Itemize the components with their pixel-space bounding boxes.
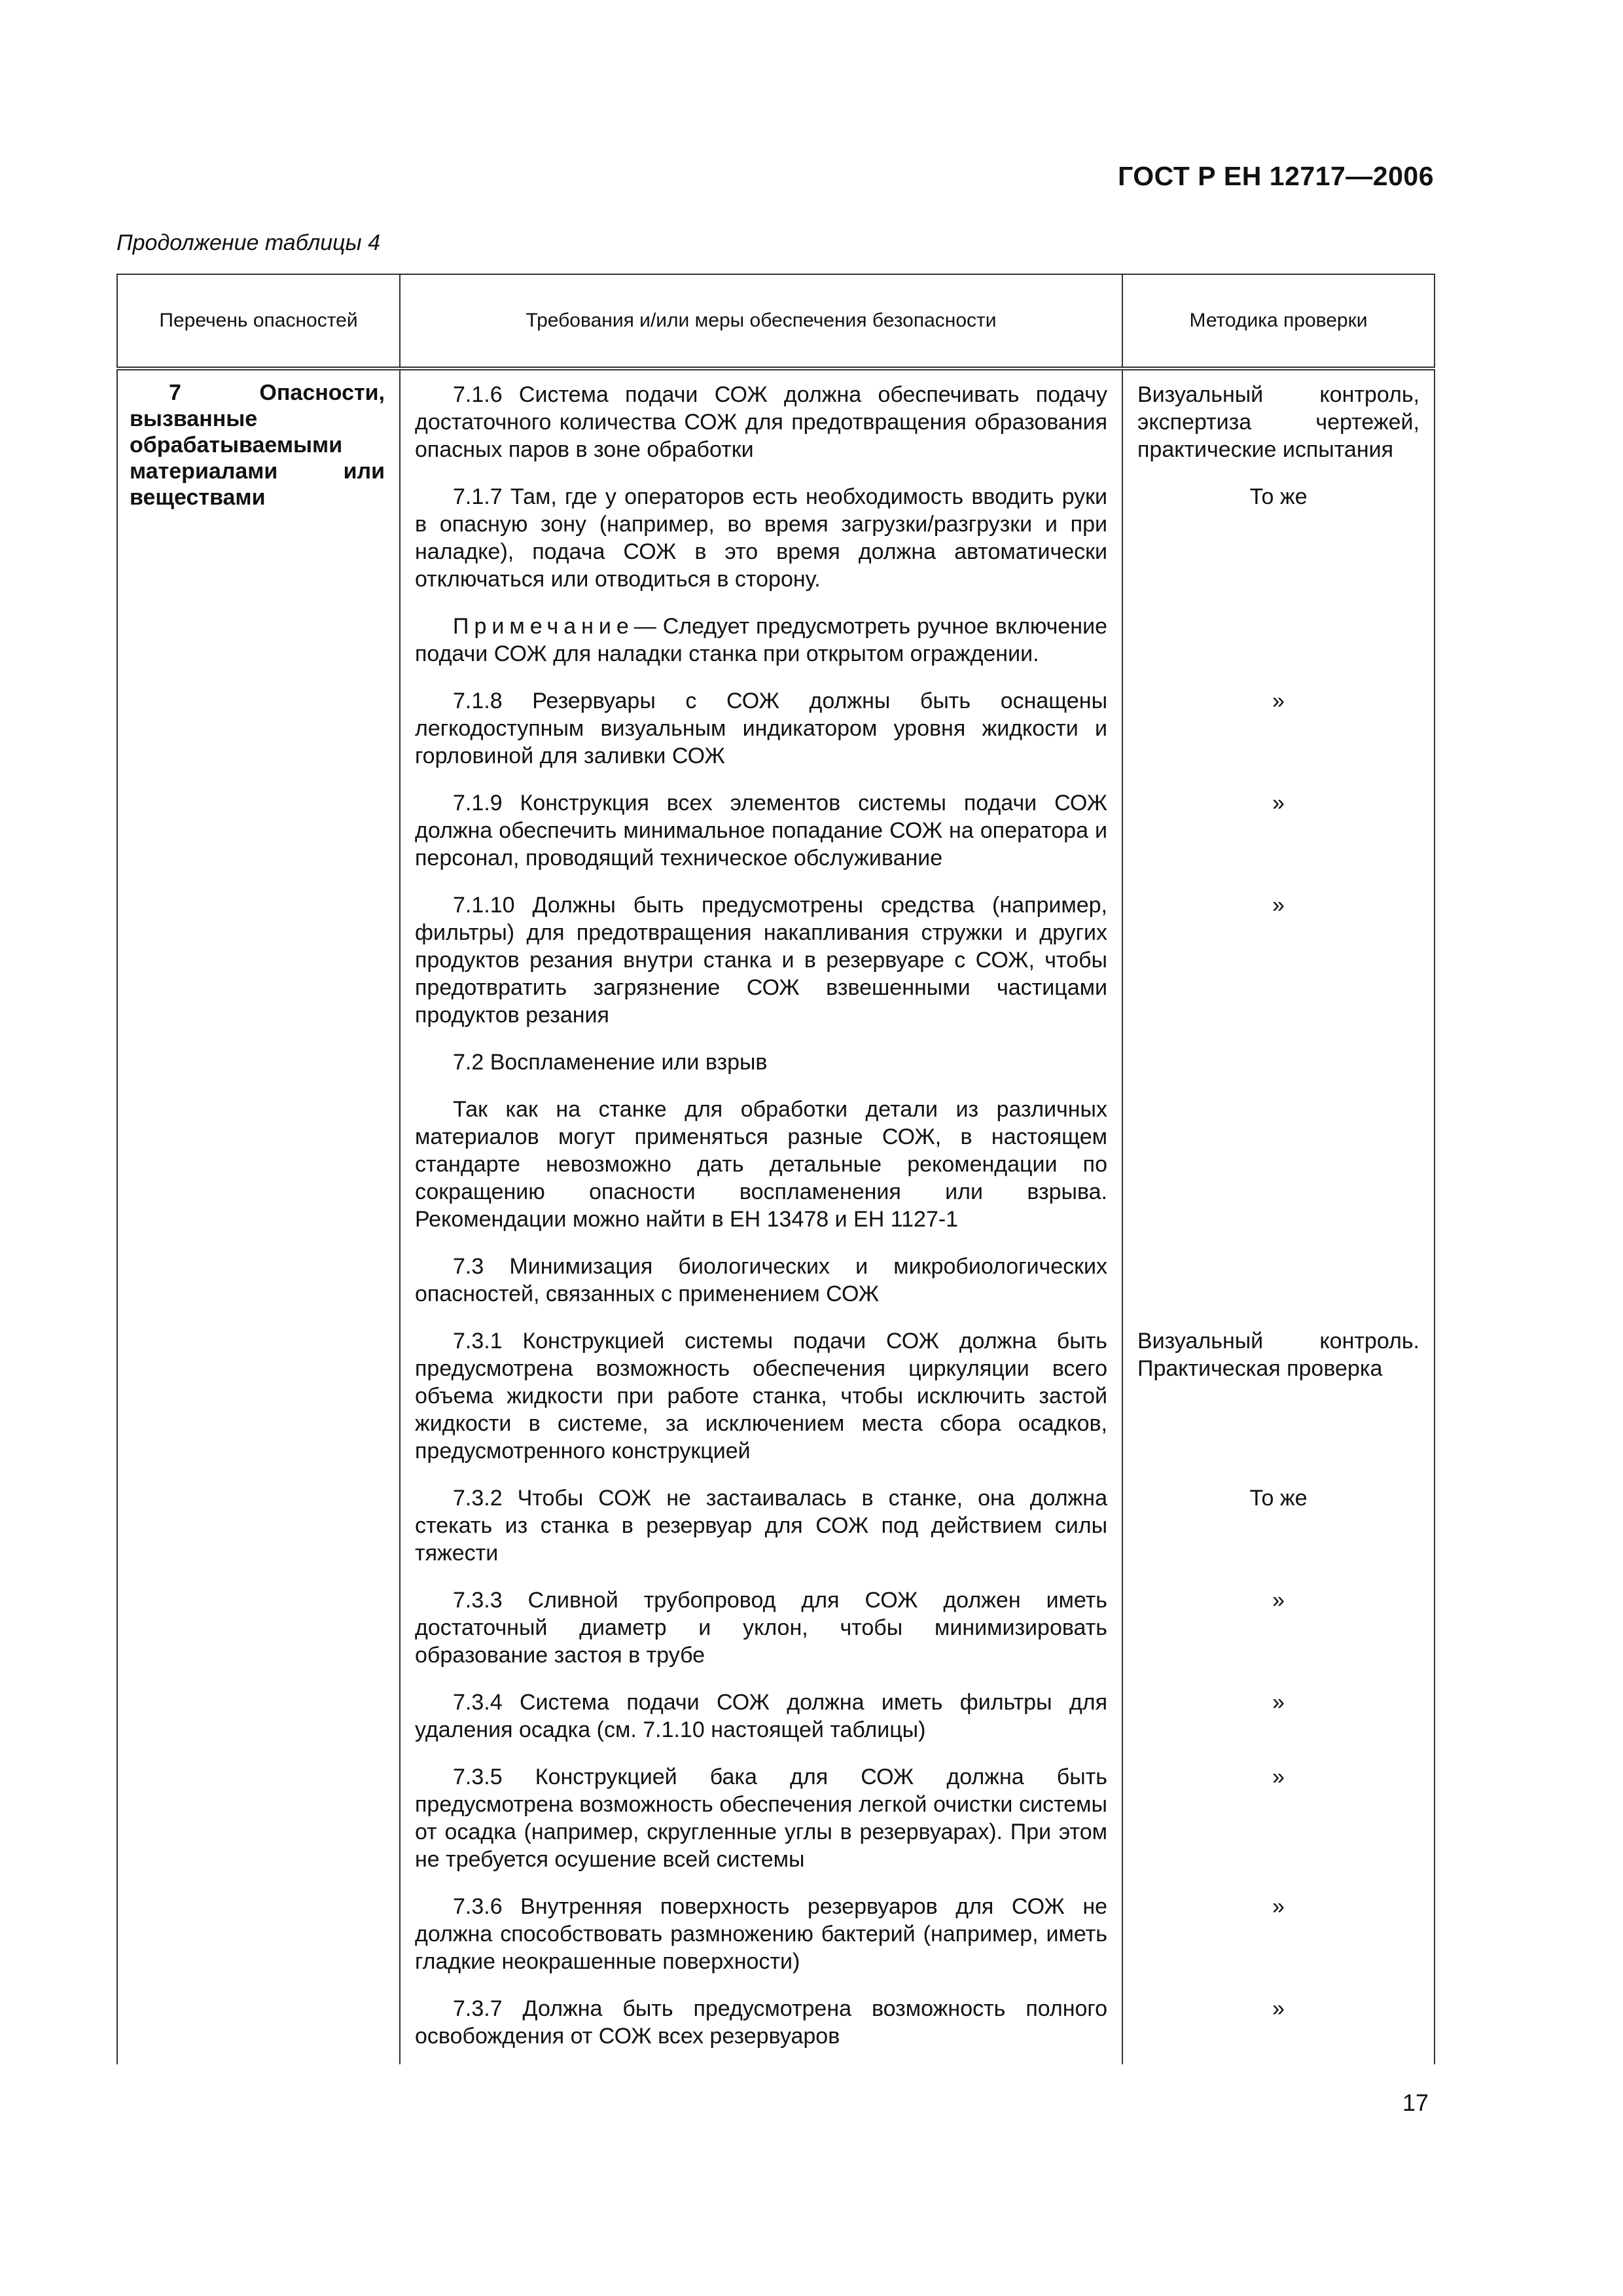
- requirement-cell: 7.1.9 Конструкция всех элементов системы подачи СОЖ должна обеспечить минимальное попадание СОЖ на оператора и персонал, проводящий техническое обслуживание: [400, 779, 1122, 881]
- method-cell: »: [1122, 779, 1435, 881]
- requirement-cell: 7.3.5 Конструкцией бака для СОЖ должна быть предусмотрена возможность обеспечения легкой очистки системы от осадка (например, скругленные углы в резервуарах). При этом не требуется осушение всей системы: [400, 1753, 1122, 1882]
- standard-designation: ГОСТ Р ЕН 12717—2006: [1118, 161, 1434, 191]
- requirement-cell: 7.1.7 Там, где у операторов есть необходимость вводить руки в опасную зону (например, во время загрузки/разгрузки и при наладке), подача СОЖ в это время должна автоматически отключаться или отводиться в сторону.: [400, 473, 1122, 602]
- requirement-cell: Так как на станке для обработки детали из различных материалов могут применяться разные СОЖ, в настоящем стандарте невозможно дать детальные рекомендации по сокращению опасности воспламенения или взрыва. Рекомендации можно найти в ЕН 13478 и ЕН 1127-1: [400, 1085, 1122, 1242]
- section-heading-cell: 7.2 Воспламенение или взрыв: [400, 1038, 1122, 1085]
- method-cell: »: [1122, 1882, 1435, 1984]
- requirement-cell: 7.3.7 Должна быть предусмотрена возможность полного освобождения от СОЖ всех резервуаров: [400, 1984, 1122, 2064]
- note-text: — Следует предусмотреть ручное включение подачи СОЖ для наладки станка при открытом ограждении.: [415, 614, 1107, 666]
- requirement-cell: 7.3.4 Система подачи СОЖ должна иметь фильтры для удаления осадка (см. 7.1.10 настоящей таблицы): [400, 1678, 1122, 1753]
- method-cell: »: [1122, 1678, 1435, 1753]
- method-cell: [1122, 1038, 1435, 1085]
- section-heading-cell: 7.3 Минимизация биологических и микробиологических опасностей, связанных с применением СОЖ: [400, 1242, 1122, 1317]
- method-cell: »: [1122, 1576, 1435, 1678]
- method-cell: [1122, 602, 1435, 677]
- method-cell: Визуальный контроль. Практическая проверка: [1122, 1317, 1435, 1474]
- method-cell: [1122, 1085, 1435, 1242]
- table-caption: Продолжение таблицы 4: [116, 230, 380, 255]
- column-header-requirements: Требования и/или меры обеспечения безопасности: [400, 274, 1122, 368]
- note-cell: [400, 602, 1122, 677]
- method-cell: [1122, 1242, 1435, 1317]
- requirement-cell: 7.1.6 Система подачи СОЖ должна обеспечивать подачу достаточного количества СОЖ для предотвращения образования опасных паров в зоне обработки: [400, 368, 1122, 473]
- requirement-cell: 7.3.1 Конструкцией системы подачи СОЖ должна быть предусмотрена возможность обеспечения циркуляции всего объема жидкости при работе станка, чтобы исключить застой жидкости в системе, за исключением места сбора осадков, предусмотренного конструкцией: [400, 1317, 1122, 1474]
- method-cell: »: [1122, 1753, 1435, 1882]
- note-label: Примечание: [453, 614, 634, 639]
- requirement-cell: 7.3.2 Чтобы СОЖ не застаивалась в станке, она должна стекать из станка в резервуар для СОЖ под действием силы тяжести: [400, 1474, 1122, 1576]
- hazard-title: 7 Опасности, вызванные обрабатываемыми материалами или веществами: [130, 380, 385, 510]
- requirement-cell: 7.3.6 Внутренняя поверхность резервуаров для СОЖ не должна способствовать размножению бактерий (например, иметь гладкие неокрашенные поверхности): [400, 1882, 1122, 1984]
- requirement-cell: 7.3.3 Сливной трубопровод для СОЖ должен иметь достаточный диаметр и уклон, чтобы минимизировать образование застоя в трубе: [400, 1576, 1122, 1678]
- method-cell: То же: [1122, 473, 1435, 602]
- method-cell: »: [1122, 881, 1435, 1038]
- column-header-hazards: Перечень опасностей: [117, 274, 400, 368]
- table-header-row: [117, 274, 1435, 368]
- table-row: [117, 368, 1435, 473]
- requirement-cell: 7.1.8 Резервуары с СОЖ должны быть оснащены легкодоступным визуальным индикатором уровня жидкости и горловиной для заливки СОЖ: [400, 677, 1122, 779]
- column-header-method: Методика проверки: [1122, 274, 1435, 368]
- requirement-cell: 7.1.10 Должны быть предусмотрены средства (например, фильтры) для предотвращения накапливания стружки и других продуктов резания внутри станка и в резервуаре с СОЖ, чтобы предотвратить загрязнение СОЖ взвешенными частицами продуктов резания: [400, 881, 1122, 1038]
- hazard-cell: [117, 368, 400, 2064]
- method-cell: »: [1122, 1984, 1435, 2064]
- page-number: 17: [1402, 2089, 1429, 2116]
- method-cell: То же: [1122, 1474, 1435, 1576]
- method-cell: Визуальный контроль, экспертиза чертежей, практические испытания: [1122, 368, 1435, 473]
- method-cell: »: [1122, 677, 1435, 779]
- requirements-table: [116, 274, 1435, 2064]
